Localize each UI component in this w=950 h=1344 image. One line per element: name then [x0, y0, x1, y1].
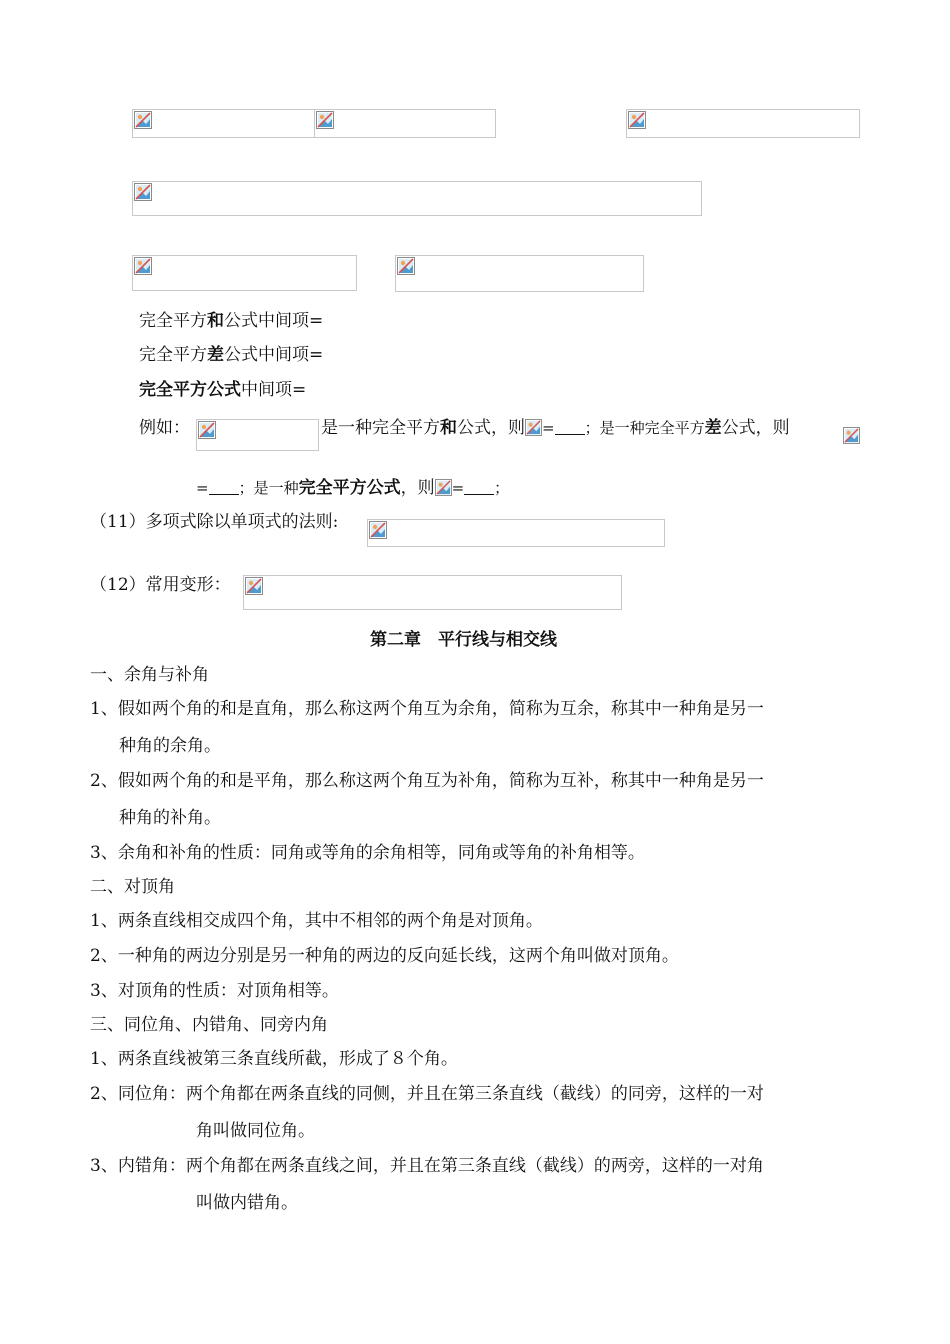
section-3-item-1: 1、两条直线被第三条直线所截，形成了８个角。	[90, 1049, 458, 1069]
broken-image-icon	[397, 257, 415, 275]
answer-blank	[464, 480, 494, 495]
example-text-1: 是一种完全平方和公式，则 = ；是一种完全平方差公式，则	[321, 418, 790, 438]
broken-image-icon	[843, 427, 860, 444]
section-1-title: 一、余角与补角	[90, 665, 209, 685]
formula-image-5	[132, 255, 357, 291]
formula-image-1	[132, 109, 316, 138]
chapter-title: 第二章 平行线与相交线	[370, 630, 557, 650]
section-3-item-2-cont: 角叫做同位角。	[196, 1121, 315, 1141]
section-2-item-2: 2、一种角的两边分别是另一种角的两边的反向延长线，这两个角叫做对顶角。	[90, 946, 679, 966]
answer-blank	[555, 420, 585, 435]
broken-image-icon	[245, 577, 263, 595]
broken-image-icon	[134, 111, 152, 129]
sum-middle-term-line: 完全平方和公式中间项=	[139, 311, 324, 331]
formula-image-2	[314, 109, 496, 138]
broken-image-icon	[435, 479, 452, 496]
section-3-item-2: 2、同位角：两个角都在两条直线的同侧，并且在第三条直线（截线）的同旁，这样的一对	[90, 1084, 764, 1104]
section-1-item-2-cont: 种角的补角。	[119, 808, 221, 828]
section-3-item-3: 3、内错角：两个角都在两条直线之间，并且在第三条直线（截线）的两旁，这样的一对角	[90, 1156, 764, 1176]
example-formula-image	[196, 419, 319, 451]
broken-image-icon	[525, 419, 542, 436]
rule-11-image	[367, 519, 665, 547]
section-1-item-1: 1、假如两个角的和是直角，那么称这两个角互为余角，简称为互余，称其中一种角是另一	[90, 699, 764, 719]
broken-image-icon	[198, 421, 216, 439]
formula-image-3	[626, 109, 860, 138]
broken-image-icon	[628, 111, 646, 129]
section-1-item-3: 3、余角和补角的性质：同角或等角的余角相等，同角或等角的补角相等。	[90, 843, 645, 863]
section-2-item-1: 1、两条直线相交成四个角，其中不相邻的两个角是对顶角。	[90, 911, 543, 931]
section-3-title: 三、同位角、内错角、同旁内角	[90, 1015, 328, 1035]
section-2-item-3: 3、对顶角的性质：对顶角相等。	[90, 981, 339, 1001]
formula-image-4	[132, 181, 702, 216]
section-1-item-2: 2、假如两个角的和是平角，那么称这两个角互为补角，简称为互补，称其中一种角是另一	[90, 771, 764, 791]
broken-image-icon	[134, 183, 152, 201]
example-label: 例如：	[139, 418, 190, 438]
broken-image-icon	[316, 111, 334, 129]
section-2-title: 二、对顶角	[90, 877, 175, 897]
broken-image-icon	[369, 521, 387, 539]
section-1-item-1-cont: 种角的余角。	[119, 736, 221, 756]
rule-11: （11）多项式除以单项式的法则:	[90, 512, 339, 532]
section-3-item-3-cont: 叫做内错角。	[196, 1193, 298, 1213]
formula-image-6	[395, 255, 644, 292]
square-middle-term-line: 完全平方公式中间项=	[139, 380, 307, 400]
broken-image-icon	[134, 257, 152, 275]
rule-12-image	[243, 575, 622, 610]
example-line-2: = ；是一种完全平方公式，则 = ；	[196, 478, 510, 498]
answer-blank	[209, 480, 239, 495]
diff-middle-term-line: 完全平方差公式中间项=	[139, 345, 324, 365]
rule-12: （12）常用变形：	[90, 575, 231, 595]
